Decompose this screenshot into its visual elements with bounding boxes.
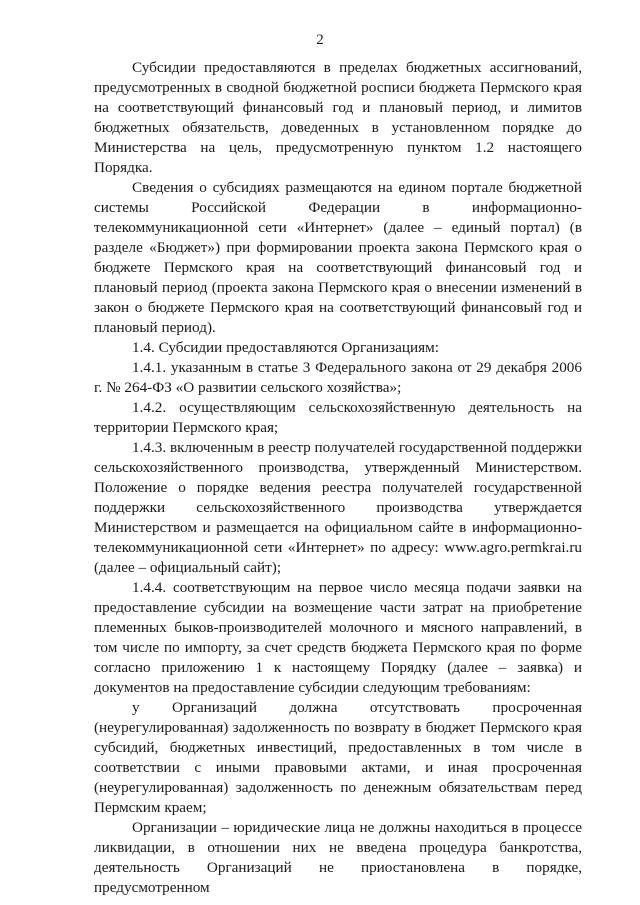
paragraph-no-liquidation: Организации – юридические лица не должны находиться в процессе ликвидации, в отношении них не введена процедура банкротства, деятельность Организаций не приостановлена в порядке, предусмотренном <box>94 819 582 896</box>
paragraph-unified-portal: Сведения о субсидиях размещаются на едином портале бюджетной системы Российской Федерации в информационно-телекоммуникационной сети «Интернет» (далее – единый портал) (в разделе «Бюджет») при формировании проекта закона Пермского края о бюджете Пермского края на соответствующий финансовый год и плановый период (проекта закона Пермского края о внесении изменений в закон о бюджете Пермского края на соответствующий финансовый год и плановый период). <box>94 179 582 336</box>
paragraph-no-debt: у Организаций должна отсутствовать просроченная (неурегулированная) задолженность по возврату в бюджет Пермского края субсидий, бюджетных инвестиций, предоставленных в том числе в соответствии с иными правовыми актами, и иная просроченная (неурегулированная) задолженность по денежным обязательствам перед Пермским краем; <box>94 699 582 816</box>
paragraph-1-4: 1.4. Субсидии предоставляются Организациям: <box>132 339 439 356</box>
page-number: 2 <box>316 32 324 48</box>
paragraph-1-4-3: 1.4.3. включенным в реестр получателей государственной поддержки сельскохозяйственного производства, утвержденный Министерством. Положение о порядке ведения реестра получателей государственной поддержки сельскохозяйственного производства утверждается Министерством и размещается на официальном сайте в информационно-телекоммуникационной сети «Интернет» по адресу: www.agro.permkrai.ru (далее – официальный сайт); <box>94 439 582 576</box>
paragraph-1-4-1: 1.4.1. указанным в статье 3 Федерального закона от 29 декабря 2006 г. № 264-ФЗ «О развитии сельского хозяйства»; <box>94 359 582 396</box>
document-body <box>94 58 582 898</box>
paragraph-1-4-2: 1.4.2. осуществляющим сельскохозяйственную деятельность на территории Пермского края; <box>94 399 582 436</box>
paragraph-1-4-4: 1.4.4. соответствующим на первое число месяца подачи заявки на предоставление субсидии на возмещение части затрат на приобретение племенных быков-производителей молочного и мясного направлений, в том числе по импорту, за счет средств бюджета Пермского края по форме согласно приложению 1 к настоящему Порядку (далее – заявка) и документов на предоставление субсидии следующим требованиям: <box>94 579 582 696</box>
paragraph-subsidy-limits: Субсидии предоставляются в пределах бюджетных ассигнований, предусмотренных в сводной бюджетной росписи бюджета Пермского края на соответствующий финансовый год и плановый период, и лимитов бюджетных обязательств, доведенных в установленном порядке до Министерства на цель, предусмотренную пунктом 1.2 настоящего Порядка. <box>94 59 582 176</box>
